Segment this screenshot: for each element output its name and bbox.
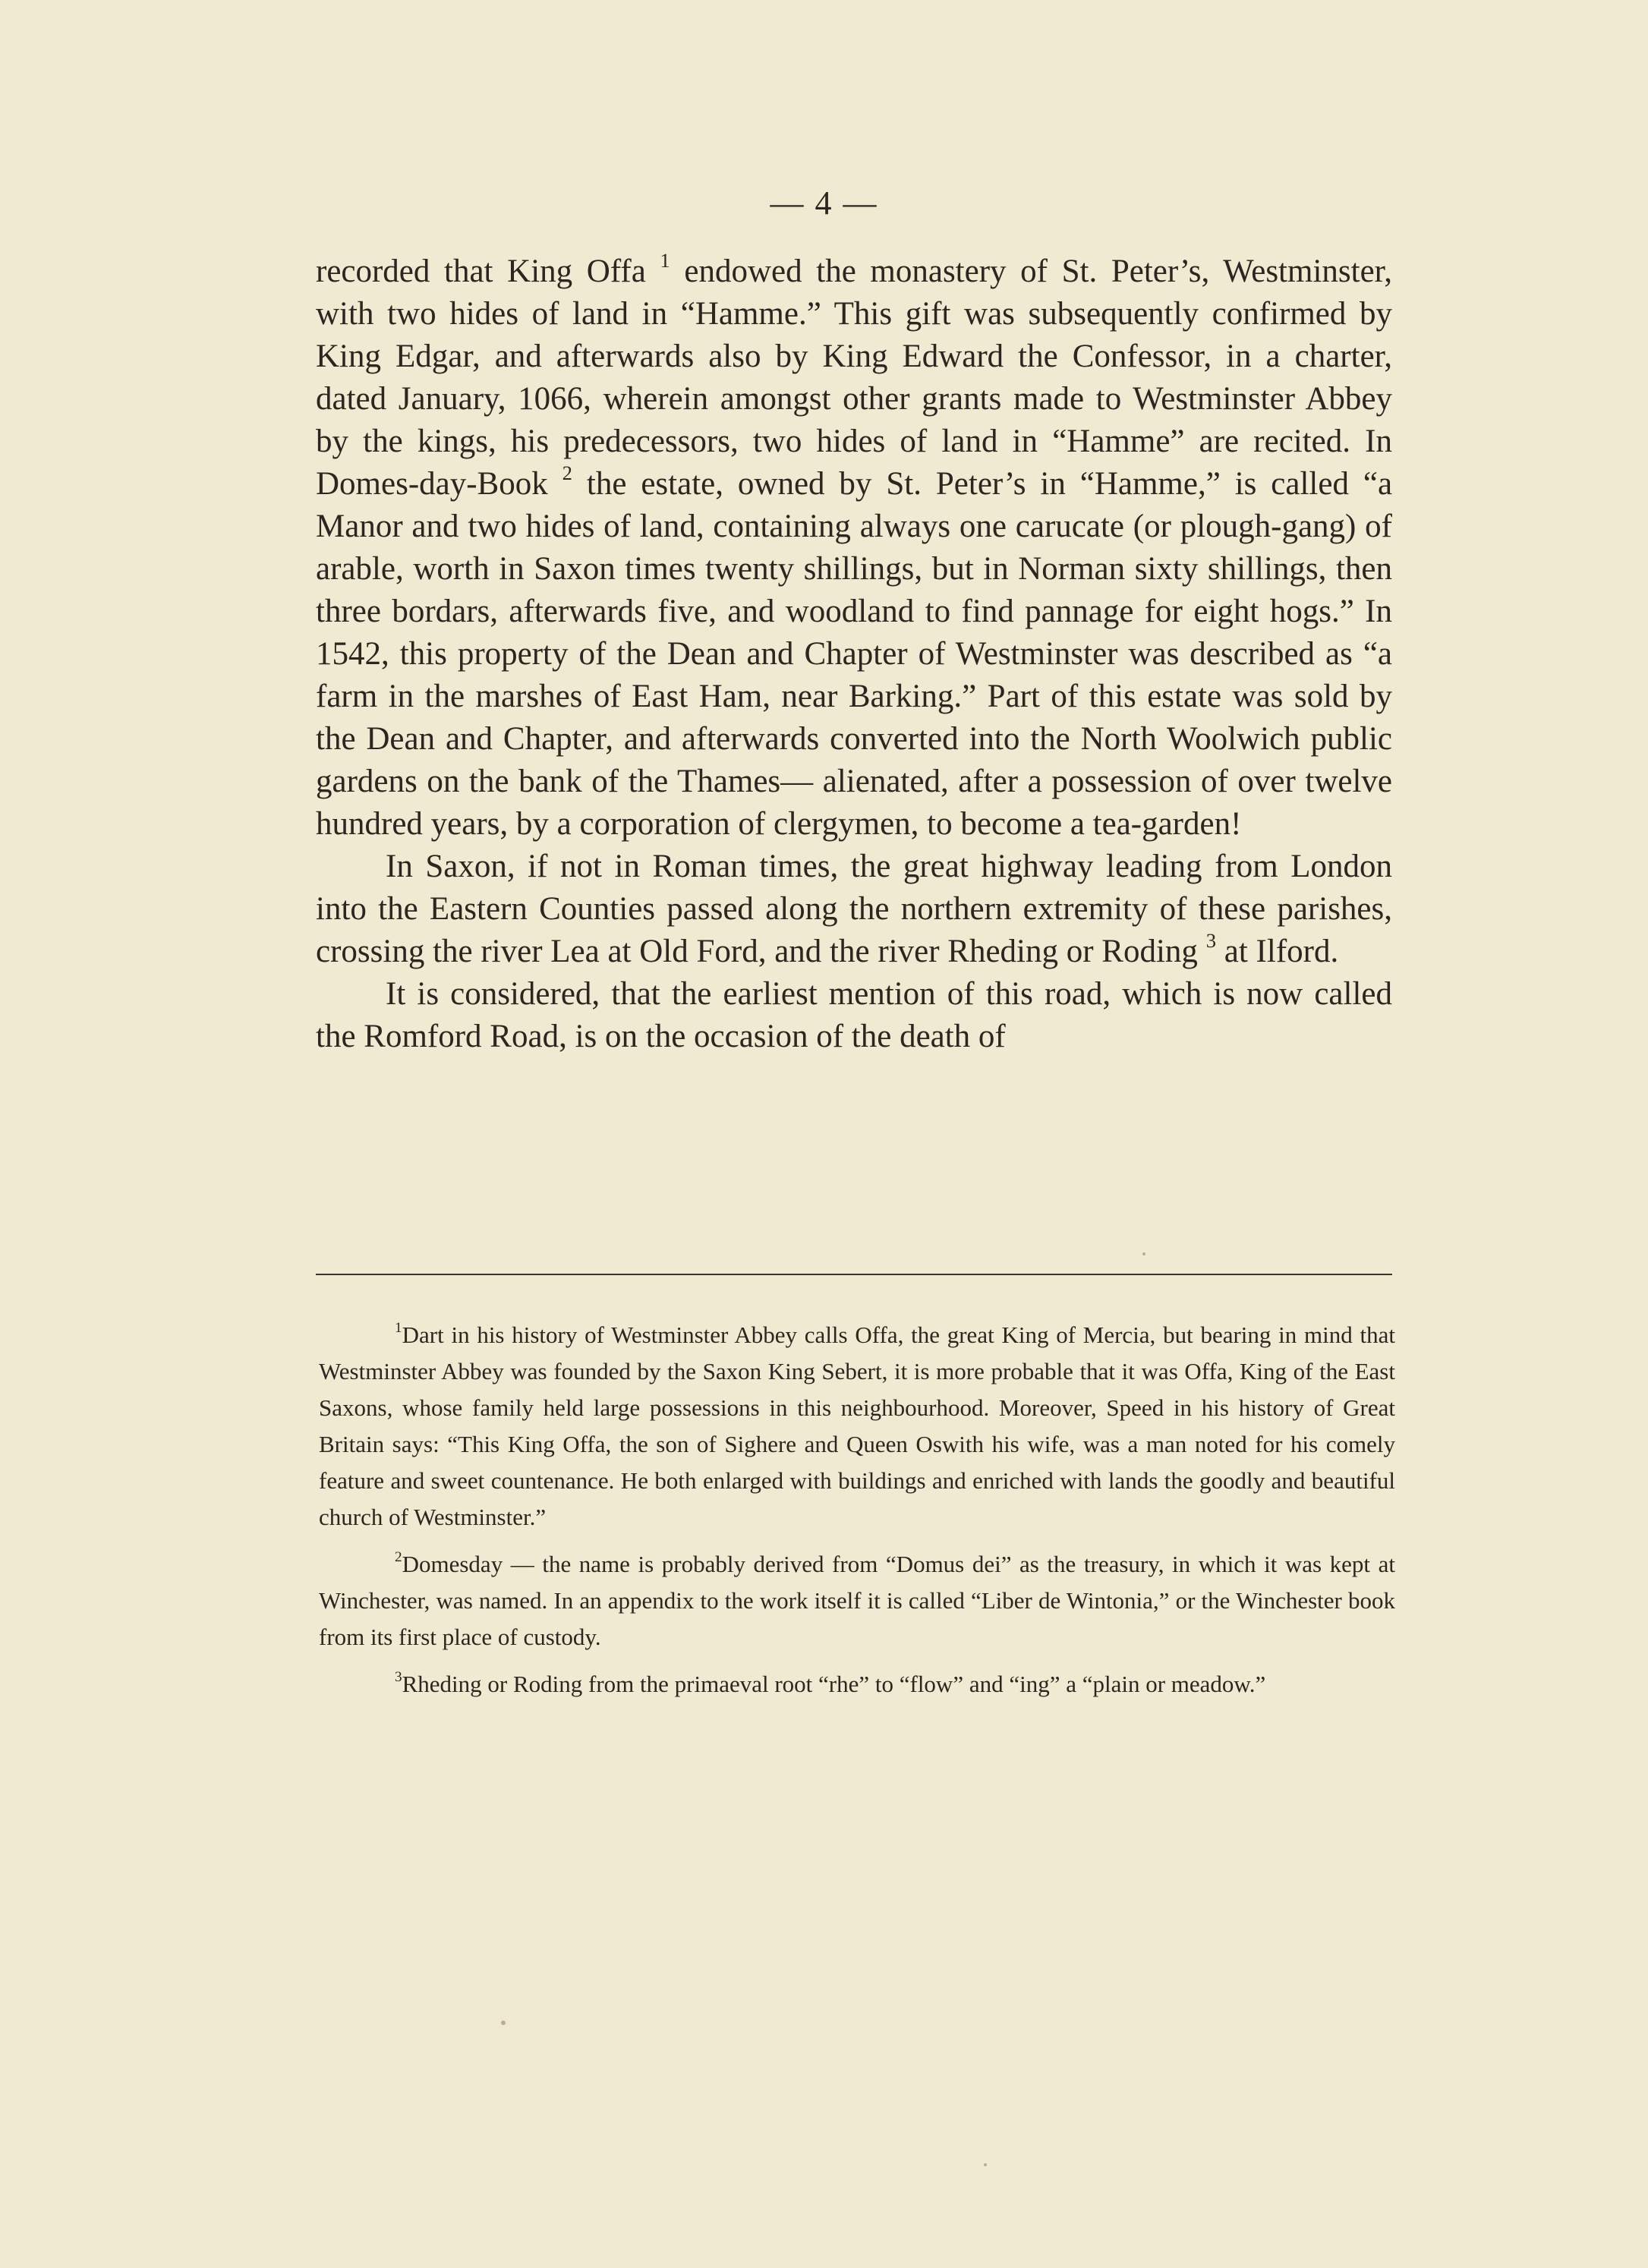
footnote-reference: 2 — [562, 461, 572, 484]
footnote-mark: 3 — [395, 1668, 402, 1685]
footnote-mark: 1 — [395, 1319, 402, 1336]
footnote — [319, 1317, 1395, 1536]
paper-speck — [984, 2163, 987, 2166]
page-number: — 4 — — [770, 184, 878, 222]
footnotes — [319, 1317, 1395, 1713]
text-run: the estate, owned by St. Peter’s in “Hamme,” is called “a Manor and two hides of land, containing always one carucate (or plough-gang) of arable, worth in Saxon times twenty shillings, but in Norman sixty shillings, then three bordars, afterwards five, and woodland to find pannage for eight hogs.” In 1542, this property of the Dean and Chapter of Westminster was described as “a farm in the marshes of East Ham, near Barking.” Part of this estate was sold by the Dean and Chapter, and afterwards converted into the North Woolwich public gardens on the bank of the Thames— alienated, after a possession of over twelve hundred years, by a corporation of clergymen, to become a tea-garden! — [316, 466, 1393, 842]
paper-speck — [1142, 1252, 1145, 1255]
footnote-text: Domesday — the name is probably derived from “Domus dei” as the treasury, in which it was kept at Winchester, was named. In an appendix to the work itself it is called “Liber de Wintonia,” or the Winchester book from its first place of custody. — [319, 1551, 1395, 1650]
text-run: It is considered, that the earliest mention of this road, which is now called the Romford Road, is on the occasion of the death of — [316, 976, 1392, 1054]
text-run: In Saxon, if not in Roman times, the great highway leading from London into the Eastern Counties passed along the northern extremity of these parishes, crossing the river Lea at Old Ford, and the river Rheding or Roding — [316, 849, 1392, 969]
footnote-reference: 1 — [660, 248, 670, 272]
footnote-text: Rheding or Roding from the primaeval root “rhe” to “flow” and “ing” a “plain or meadow.” — [402, 1671, 1266, 1697]
text-run: recorded that King Offa — [316, 254, 646, 289]
footnote-divider — [316, 1274, 1392, 1275]
footnote-reference: 3 — [1205, 928, 1217, 952]
footnote — [319, 1546, 1395, 1655]
paragraph — [316, 846, 1392, 973]
text-run: endowed the monastery of St. Peter’s, Westminster, with two hides of land in “Hamme.” This gift was subsequently confirmed by King Edgar, and afterwards also by King Edward the Confessor, in a charter, dated January, 1066, wherein amongst other grants made to Westminster Abbey by the kings, his predecessors, two hides of land in “Hamme” are recited. In Domes-day-Book — [316, 254, 1393, 502]
footnote — [319, 1666, 1395, 1703]
text-run: at Ilford. — [1224, 934, 1339, 969]
body-text — [316, 250, 1392, 1058]
paragraph — [316, 250, 1392, 846]
paragraph — [316, 973, 1392, 1058]
paper-speck — [501, 2021, 506, 2025]
footnote-text: Dart in his history of Westminster Abbey calls Offa, the great King of Mercia, but bearing in mind that Westminster Abbey was founded by the Saxon King Sebert, it is more probable that it was Offa, King of the East Saxons, whose family held large possessions in this neighbourhood. Moreover, Speed in his history of Great Britain says: “This King Offa, the son of Sighere and Queen Oswith his wife, was a man noted for his comely feature and sweet countenance. He both enlarged with buildings and enriched with lands the goodly and beautiful church of Westminster.” — [319, 1321, 1395, 1530]
footnote-mark: 2 — [395, 1548, 402, 1565]
